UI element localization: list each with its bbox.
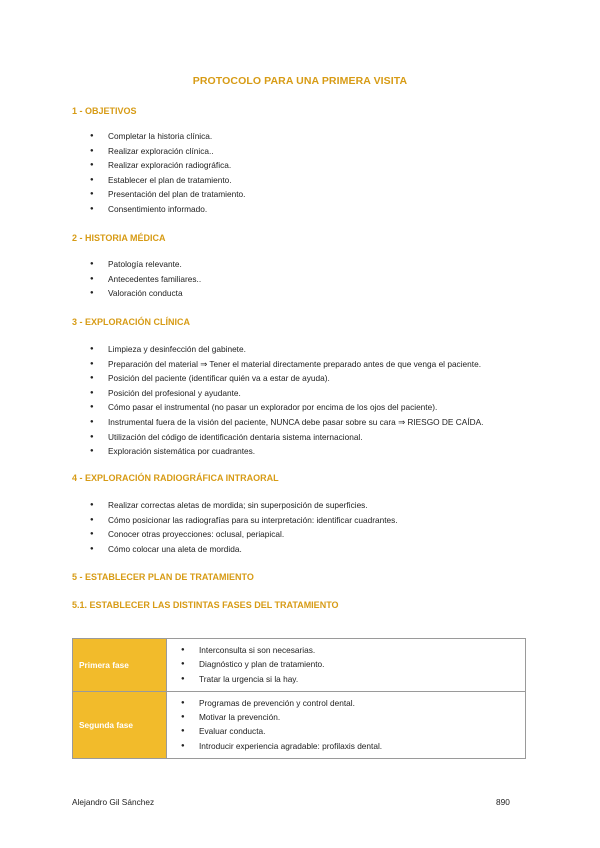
footer-page-number: 890 <box>496 797 510 807</box>
list-item: ● Utilización del código de identificación dentaria sistema internacional. <box>72 430 483 445</box>
list-item: ● Establecer el plan de tratamiento. <box>72 173 245 188</box>
list-item: ● Motivar la prevención. <box>167 710 525 724</box>
list-item: ● Cómo colocar una aleta de mordida. <box>72 542 398 557</box>
section-heading-historia-medica: 2 - HISTORIA MÉDICA <box>72 233 166 243</box>
list-item: ● Evaluar conducta. <box>167 724 525 738</box>
list-item: ● Diagnóstico y plan de tratamiento. <box>167 657 525 671</box>
list-item: ● Completar la historia clínica. <box>72 129 245 144</box>
phase-name-cell: Segunda fase <box>73 691 167 758</box>
exploracion-radiografica-list <box>72 498 398 556</box>
list-item: ● Posición del profesional y ayudante. <box>72 386 483 401</box>
list-item: ● Cómo posicionar las radiografías para su interpretación: identificar cuadrantes. <box>72 513 398 528</box>
section-heading-plan-tratamiento: 5 - ESTABLECER PLAN DE TRATAMIENTO <box>72 572 254 582</box>
list-item: ● Presentación del plan de tratamiento. <box>72 187 245 202</box>
list-item: ● Consentimiento informado. <box>72 202 245 217</box>
section-heading-exploracion-radiografica: 4 - EXPLORACIÓN RADIOGRÁFICA INTRAORAL <box>72 473 279 483</box>
phase-items-list <box>167 696 525 753</box>
list-item: ● Interconsulta si son necesarias. <box>167 643 525 657</box>
section-heading-objetivos: 1 - OBJETIVOS <box>72 106 137 116</box>
exploracion-clinica-list <box>72 342 483 459</box>
objetivos-list <box>72 129 245 217</box>
phase-name-cell: Primera fase <box>73 639 167 692</box>
page-title: PROTOCOLO PARA UNA PRIMERA VISITA <box>192 75 408 87</box>
list-item: ● Patología relevante. <box>72 257 201 272</box>
list-item: ● Conocer otras proyecciones: oclusal, periapical. <box>72 527 398 542</box>
footer-author: Alejandro Gil Sánchez <box>72 797 155 807</box>
list-item: ● Limpieza y desinfección del gabinete. <box>72 342 483 357</box>
section-heading-fases-tratamiento: 5.1. ESTABLECER LAS DISTINTAS FASES DEL TRATAMIENTO <box>72 600 339 610</box>
list-item: ● Antecedentes familiares.. <box>72 272 201 287</box>
historia-medica-list <box>72 257 201 301</box>
phase-items-cell <box>167 639 526 692</box>
list-item: ● Exploración sistemática por cuadrantes. <box>72 444 483 459</box>
phase-items-list <box>167 643 525 686</box>
list-item: ● Realizar exploración radiográfica. <box>72 158 245 173</box>
list-item: ● Preparación del material ⇒ Tener el material directamente preparado antes de que venga el paciente. <box>72 357 483 372</box>
list-item: ● Posición del paciente (identificar quién va a estar de ayuda). <box>72 371 483 386</box>
phases-table <box>72 638 526 759</box>
list-item: ● Tratar la urgencia si la hay. <box>167 672 525 686</box>
list-item: ● Realizar exploración clínica.. <box>72 144 245 159</box>
list-item: ● Realizar correctas aletas de mordida; sin superposición de superficies. <box>72 498 398 513</box>
list-item: ● Cómo pasar el instrumental (no pasar un explorador por encima de los ojos del paciente). <box>72 400 483 415</box>
section-heading-exploracion-clinica: 3 - EXPLORACIÓN CLÍNICA <box>72 317 191 327</box>
list-item: ● Introducir experiencia agradable: profilaxis dental. <box>167 739 525 753</box>
list-item: ● Programas de prevención y control dental. <box>167 696 525 710</box>
table-row <box>73 639 526 692</box>
table-row <box>73 691 526 758</box>
phase-items-cell <box>167 691 526 758</box>
list-item: ● Valoración conducta <box>72 286 201 301</box>
list-item: ● Instrumental fuera de la visión del paciente, NUNCA debe pasar sobre su cara ⇒ RIESGO DE CAÍDA. <box>72 415 483 430</box>
